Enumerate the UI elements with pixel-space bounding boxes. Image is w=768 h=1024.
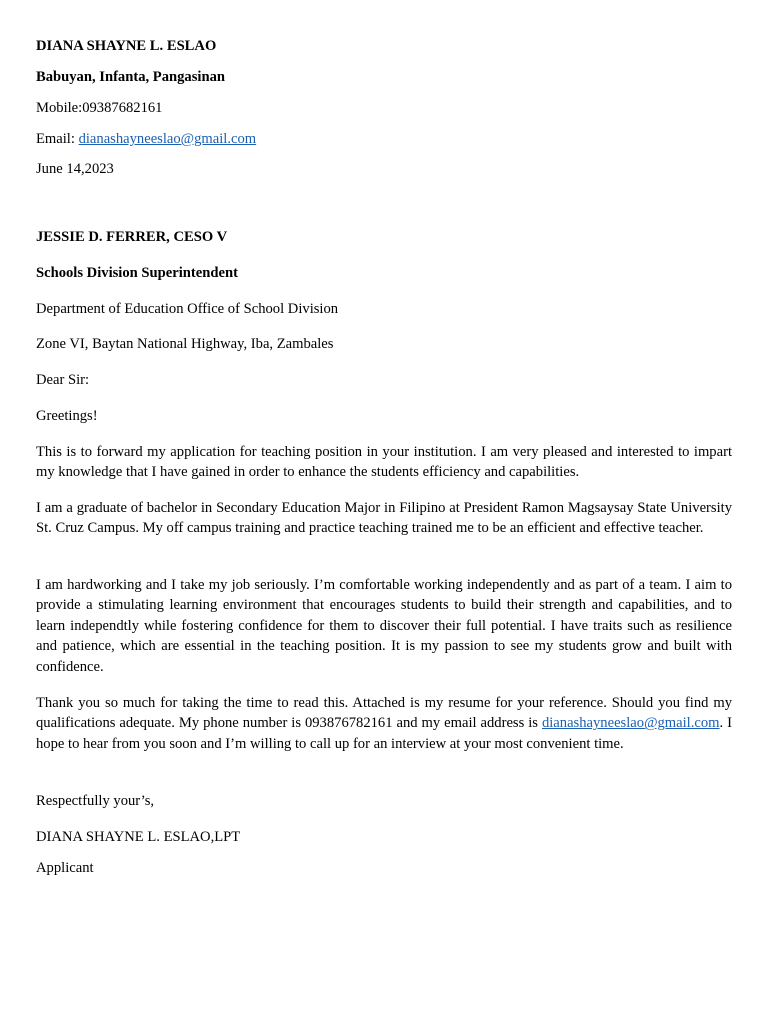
body-paragraph-4 — [36, 693, 732, 754]
sender-email-line — [36, 130, 256, 148]
p4-email-link[interactable]: dianashayneeslao@gmail.com — [541, 715, 720, 732]
recipient-name: JESSIE D. FERRER, CESO V — [36, 229, 228, 245]
body-paragraph-1: This is to forward my application for teaching position in your institution. I am very pleased and interested to impart my knowledge that I have gained in order to enhance the students efficiency and capabilities. — [36, 444, 732, 481]
sender-mobile: Mobile:09387682161 — [36, 100, 163, 116]
recipient-address: Zone VI, Baytan National Highway, Iba, Zambales — [36, 336, 334, 352]
p4-text-after: . I hope to hear from you soon and I’m willing to call up for an interview at your most convenient time. — [36, 715, 732, 752]
signature-title: Applicant — [36, 860, 94, 876]
sender-email-link[interactable]: dianashayneeslao@gmail.com — [78, 131, 257, 147]
sender-name: DIANA SHAYNE L. ESLAO — [36, 38, 217, 54]
recipient-title: Schools Division Superintendent — [36, 265, 238, 281]
p4-text-before: Thank you so much for taking the time to read this. Attached is my resume for your reference. Should you find my qualifications adequate. My phone number is 093876782161 and my email address is — [36, 695, 732, 732]
greeting: Greetings! — [36, 408, 98, 424]
signature-name: DIANA SHAYNE L. ESLAO,LPT — [36, 829, 241, 845]
sender-address: Babuyan, Infanta, Pangasinan — [36, 69, 225, 85]
letter-page — [36, 0, 732, 1024]
salutation: Dear Sir: — [36, 372, 90, 388]
body-paragraph-2: I am a graduate of bachelor in Secondary Education Major in Filipino at President Ramon Magsaysay State University St. Cruz Campus. My off campus training and practice teaching trained me to be an efficient and effective teacher. — [36, 500, 732, 537]
body-paragraph-3: I am hardworking and I take my job seriously. I’m comfortable working independently and as part of a team. I aim to provide a stimulating learning environment that encourages students to build their strength and capabilities, and to learn independtly while fostering confidence for them to discover their full potential. I have traits such as resilience and patience, which are essential in the teaching position. It is my passion to see my students grow and built with confidence. — [36, 577, 732, 675]
recipient-office: Department of Education Office of School Division — [36, 301, 339, 317]
letter-date: June 14,2023 — [36, 161, 114, 177]
email-label: Email: — [36, 131, 79, 147]
closing: Respectfully your’s, — [36, 793, 155, 809]
